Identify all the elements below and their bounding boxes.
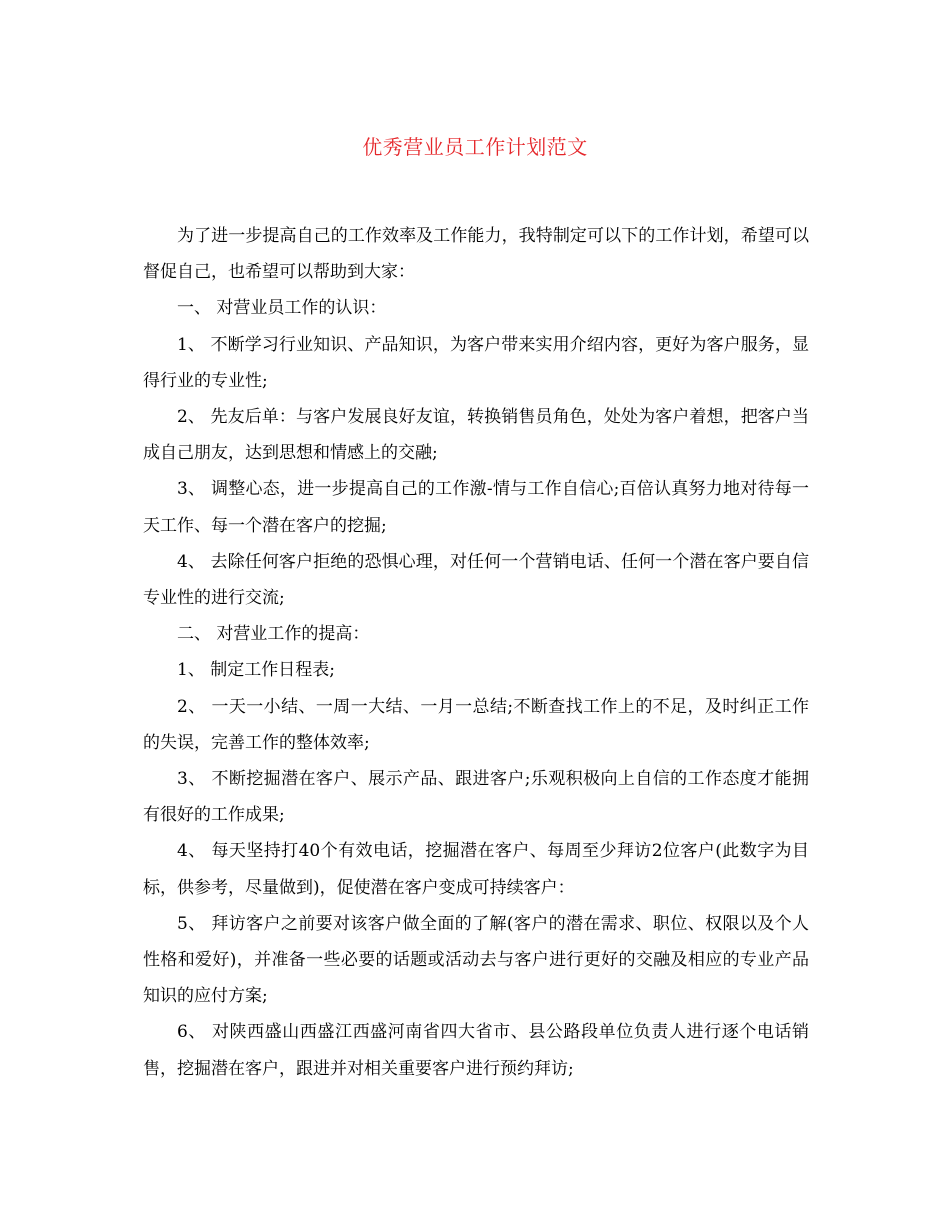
- section-heading-2: 二、 对营业工作的提高：: [177, 624, 370, 645]
- intro-paragraph: 为了进一步提高自己的工作效率及工作能力，我特制定可以下的工作计划，希望可以督促自己，也希望可以帮助到大家：: [143, 226, 809, 283]
- section-heading-1: 一、 对营业员工作的认识：: [177, 298, 387, 319]
- list-item: 5、 拜访客户之前要对该客户做全面的了解(客户的潜在需求、职位、权限以及个人性格和爱好)，并准备一些必要的话题或活动去与客户进行更好的交融及相应的专业产品知识的应付方案;: [143, 913, 809, 1007]
- list-item: 1、 不断学习行业知识、产品知识，为客户带来实用介绍内容，更好为客户服务，显得行业的专业性;: [143, 334, 809, 391]
- document-body: [143, 218, 809, 1087]
- list-item: 3、 不断挖掘潜在客户、展示产品、跟进客户;乐观积极向上自信的工作态度才能拥有很好的工作成果;: [143, 769, 809, 826]
- document-title: 优秀营业员工作计划范文: [362, 135, 588, 159]
- list-item: 3、 调整心态，进一步提高自己的工作激-情与工作自信心;百倍认真努力地对待每一天工作、每一个潜在客户的挖掘;: [143, 479, 809, 536]
- list-item: 1、 制定工作日程表;: [177, 660, 335, 681]
- list-item: 4、 每天坚持打40个有效电话，挖掘潜在客户、每周至少拜访2位客户(此数字为目标，供参考，尽量做到)，促使潜在客户变成可持续客户：: [143, 841, 809, 898]
- list-item: 4、 去除任何客户拒绝的恐惧心理，对任何一个营销电话、任何一个潜在客户要自信专业性的进行交流;: [143, 551, 809, 609]
- list-item: 2、 先友后单：与客户发展良好友谊，转换销售员角色，处处为客户着想，把客户当成自己朋友，达到思想和情感上的交融;: [143, 407, 809, 464]
- list-item: 2、 一天一小结、一周一大结、一月一总结;不断查找工作上的不足，及时纠正工作的失误，完善工作的整体效率;: [143, 696, 809, 753]
- list-item: 6、 对陕西盛山西盛江西盛河南省四大省市、县公路段单位负责人进行逐个电话销售，挖掘潜在客户，跟进并对相关重要客户进行预约拜访;: [143, 1022, 809, 1079]
